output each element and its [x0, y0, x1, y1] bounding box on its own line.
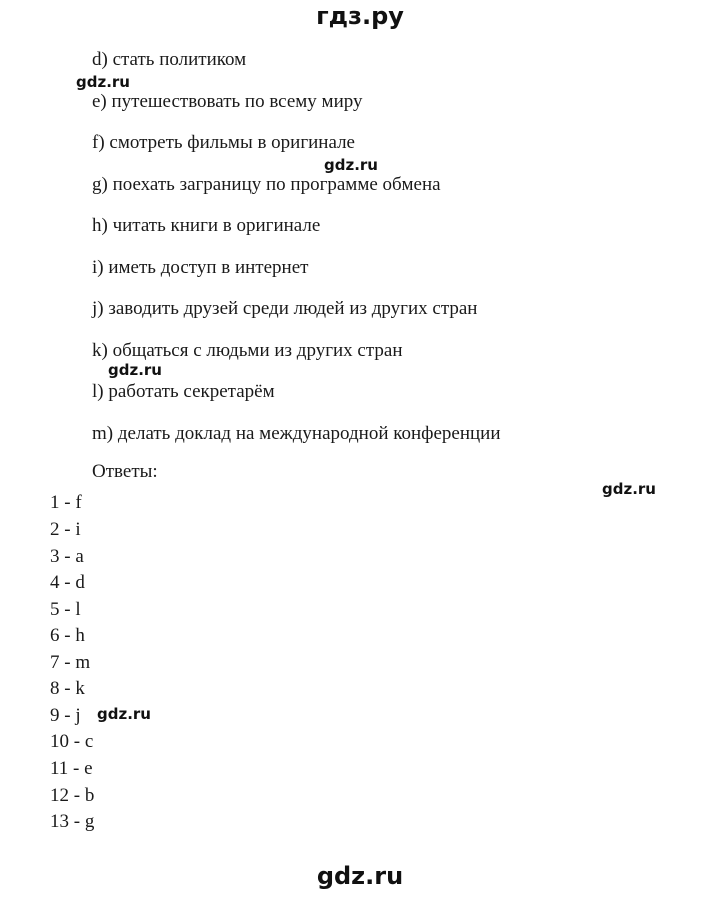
list-item-g: g) поехать заграницу по программе обмена	[92, 174, 441, 195]
answer-item: 11 - e	[50, 758, 93, 779]
answer-item: 4 - d	[50, 572, 85, 593]
answer-item: 2 - i	[50, 519, 81, 540]
watermark: gdz.ru	[108, 361, 162, 379]
page-header-title: гдз.ру	[316, 2, 404, 30]
list-item-h: h) читать книги в оригинале	[92, 215, 321, 236]
watermark: gdz.ru	[602, 480, 656, 498]
list-item-i: i) иметь доступ в интернет	[92, 257, 309, 278]
list-item-k: k) общаться с людьми из других стран	[92, 340, 403, 361]
list-item-j: j) заводить друзей среди людей из других стран	[92, 298, 478, 319]
list-item-f: f) смотреть фильмы в оригинале	[92, 132, 355, 153]
answer-item: 12 - b	[50, 785, 95, 806]
answer-item: 3 - a	[50, 546, 84, 567]
list-item-m: m) делать доклад на международной конференции	[92, 423, 501, 444]
answers-heading: Ответы:	[92, 461, 158, 482]
answer-item: 1 - f	[50, 492, 82, 513]
list-item-d: d) стать политиком	[92, 49, 247, 70]
answer-item: 10 - c	[50, 731, 94, 752]
list-item-e: e) путешествовать по всему миру	[92, 91, 363, 112]
answer-item: 9 - j	[50, 705, 81, 726]
list-item-l: l) работать секретарём	[92, 381, 275, 402]
answer-item: 6 - h	[50, 625, 85, 646]
page-footer-watermark: gdz.ru	[316, 862, 404, 890]
answer-item: 8 - k	[50, 678, 85, 699]
watermark: gdz.ru	[97, 705, 151, 723]
watermark: gdz.ru	[324, 156, 378, 174]
watermark: gdz.ru	[76, 73, 130, 91]
answer-item: 7 - m	[50, 652, 91, 673]
answer-item: 5 - l	[50, 599, 81, 620]
answer-item: 13 - g	[50, 811, 95, 832]
